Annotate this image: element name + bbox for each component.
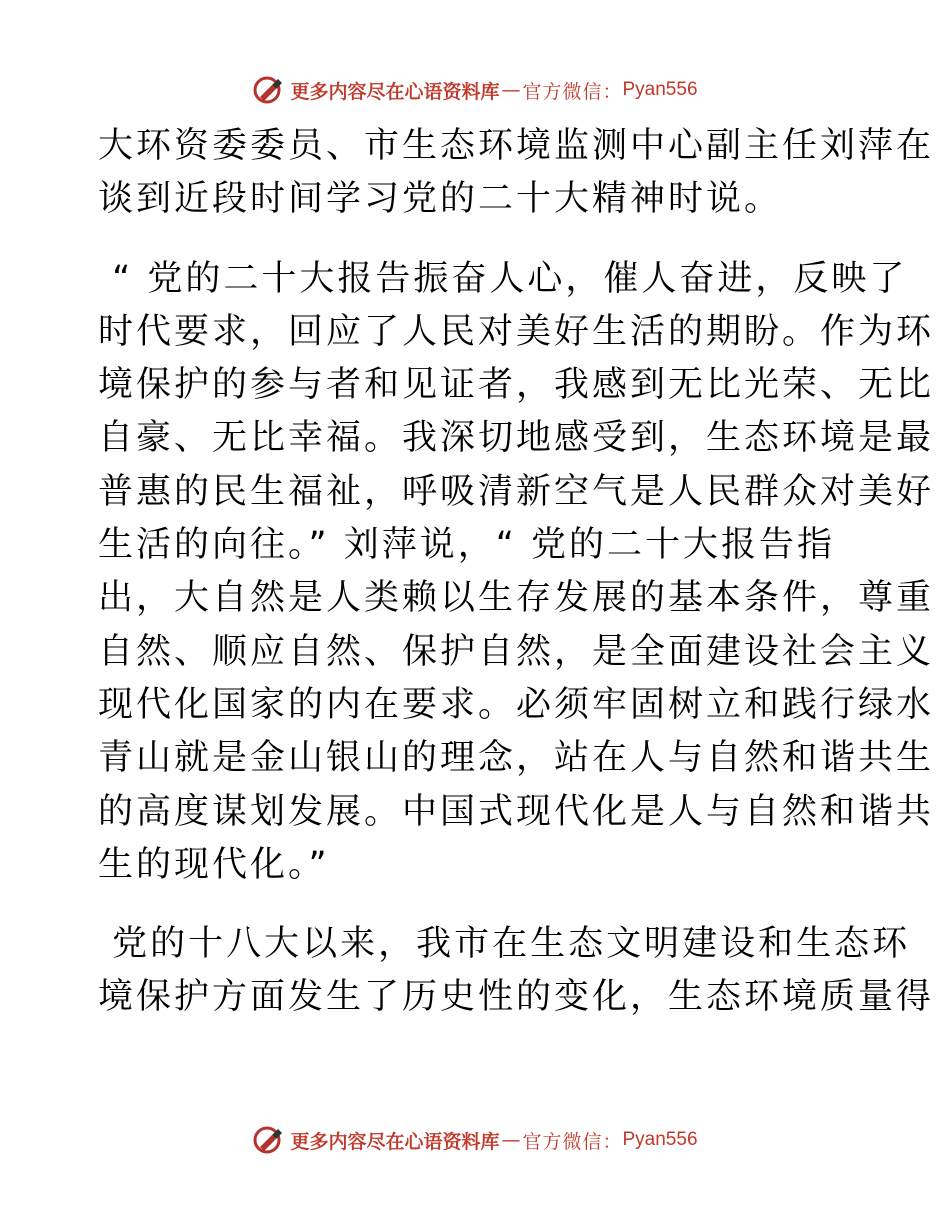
text-line: 大环资委委员、市生态环境监测中心副主任刘萍在 — [98, 126, 935, 166]
header-wechat-id: Pyan556 — [622, 79, 698, 100]
text-line: 的高度谋划发展。中国式现代化是人与自然和谐共 — [98, 791, 935, 832]
pen-logo-icon — [252, 1125, 286, 1155]
text-line: 时代要求，回应了人民对美好生活的期盼。作为环 — [98, 311, 935, 352]
text-line: 自然、顺应自然、保护自然，是全面建设社会主义 — [98, 631, 935, 672]
document-body — [98, 120, 935, 1025]
text-line: 自豪、无比幸福。我深切地感受到，生态环境是最 — [98, 418, 935, 459]
text-line: 出，大自然是人类赖以生存发展的基本条件，尊重 — [98, 578, 935, 619]
header-banner — [0, 74, 950, 106]
text-line: 青山就是金山银山的理念，站在人与自然和谐共生 — [98, 738, 935, 779]
header-text: 更多内容尽在心语资料库 — [290, 80, 500, 103]
paragraph-2 — [98, 253, 935, 893]
text-line: 党的十八大以来，我市在生态文明建设和生态环 — [98, 924, 911, 965]
paragraph-3 — [98, 918, 935, 1025]
text-line: “ 党的二十大报告振奋人心，催人奋进，反映了 — [98, 258, 908, 299]
text-line: 生的现代化。” — [98, 844, 330, 885]
footer-wechat-id: Pyan556 — [622, 1129, 698, 1150]
text-line: 普惠的民生福祉，呼吸清新空气是人民群众对美好 — [98, 471, 935, 512]
text-line: 谈到近段时间学习党的二十大精神时说。 — [98, 179, 783, 220]
text-line: 境保护方面发生了历史性的变化，生态环境质量得 — [98, 977, 935, 1018]
header-dash: — — [501, 79, 521, 101]
footer-text: 更多内容尽在心语资料库 — [290, 1130, 500, 1153]
footer-banner — [0, 1124, 950, 1156]
text-line: 生活的向往。” 刘萍说，“ 党的二十大报告指 — [98, 525, 836, 566]
pen-logo-icon — [252, 75, 286, 105]
text-line: 现代化国家的内在要求。必须牢固树立和践行绿水 — [98, 684, 935, 725]
header-wechat-label: 官方微信： — [522, 80, 623, 103]
footer-dash: — — [501, 1129, 521, 1151]
footer-wechat-label: 官方微信： — [522, 1130, 623, 1153]
text-line: 境保护的参与者和见证者，我感到无比光荣、无比 — [98, 365, 935, 406]
paragraph-1 — [98, 120, 935, 227]
